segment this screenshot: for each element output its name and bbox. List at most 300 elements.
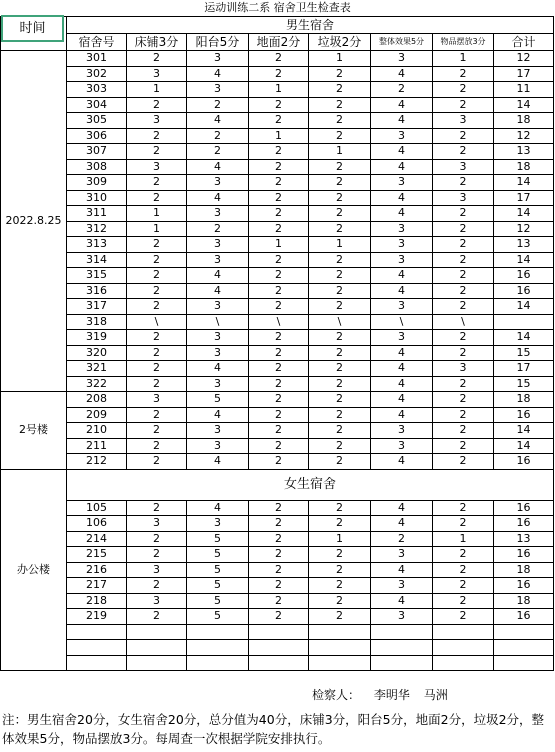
score-cell[interactable]: 1 <box>433 51 494 67</box>
room-number-cell[interactable]: 106 <box>67 516 127 532</box>
score-cell[interactable]: 1 <box>309 144 371 160</box>
score-cell[interactable]: 3 <box>433 113 494 129</box>
score-cell[interactable]: 2 <box>249 392 309 408</box>
room-number-cell[interactable]: 311 <box>67 206 127 222</box>
column-header[interactable]: 垃圾2分 <box>309 34 371 51</box>
score-cell[interactable]: 2 <box>433 66 494 82</box>
score-cell[interactable]: 3 <box>187 330 249 346</box>
score-cell[interactable]: 2 <box>249 609 309 625</box>
score-cell[interactable] <box>187 624 249 640</box>
score-cell[interactable]: 2 <box>249 516 309 532</box>
score-cell[interactable] <box>249 624 309 640</box>
score-cell[interactable] <box>127 655 187 671</box>
score-cell[interactable]: 13 <box>494 531 554 547</box>
column-header[interactable]: 阳台5分 <box>187 34 249 51</box>
score-cell[interactable]: 2 <box>309 159 371 175</box>
room-number-cell[interactable]: 210 <box>67 423 127 439</box>
score-cell[interactable]: 4 <box>371 392 433 408</box>
score-cell[interactable]: 1 <box>433 531 494 547</box>
score-cell[interactable]: 2 <box>433 376 494 392</box>
score-cell[interactable]: 2 <box>309 438 371 454</box>
score-cell[interactable]: 4 <box>371 113 433 129</box>
column-header[interactable]: 床铺3分 <box>127 34 187 51</box>
score-cell[interactable]: 2 <box>433 609 494 625</box>
room-number-cell[interactable]: 315 <box>67 268 127 284</box>
score-cell[interactable]: 2 <box>249 144 309 160</box>
score-cell[interactable]: 3 <box>371 547 433 563</box>
score-cell[interactable]: 3 <box>371 51 433 67</box>
score-cell[interactable]: 2 <box>433 283 494 299</box>
score-cell[interactable]: 2 <box>309 500 371 516</box>
score-cell[interactable]: 2 <box>309 454 371 470</box>
score-cell[interactable]: 4 <box>371 206 433 222</box>
score-cell[interactable]: 2 <box>309 330 371 346</box>
score-cell[interactable]: 2 <box>127 438 187 454</box>
score-cell[interactable]: 3 <box>187 51 249 67</box>
score-cell[interactable]: 1 <box>127 206 187 222</box>
score-cell[interactable]: 2 <box>433 330 494 346</box>
score-cell[interactable]: 2 <box>249 376 309 392</box>
score-cell[interactable]: 16 <box>494 609 554 625</box>
score-cell[interactable]: 17 <box>494 190 554 206</box>
score-cell[interactable]: 2 <box>127 190 187 206</box>
score-cell[interactable]: 3 <box>187 175 249 191</box>
score-cell[interactable]: 2 <box>433 500 494 516</box>
room-number-cell[interactable]: 301 <box>67 51 127 67</box>
column-header[interactable]: 地面2分 <box>249 34 309 51</box>
score-cell[interactable]: 2 <box>309 113 371 129</box>
score-cell[interactable]: 4 <box>187 268 249 284</box>
room-number-cell[interactable]: 312 <box>67 221 127 237</box>
score-cell[interactable]: 3 <box>187 82 249 98</box>
score-cell[interactable]: 4 <box>371 562 433 578</box>
score-cell[interactable] <box>249 640 309 656</box>
score-cell[interactable]: 2 <box>249 159 309 175</box>
score-cell[interactable] <box>371 624 433 640</box>
score-cell[interactable]: 2 <box>249 438 309 454</box>
room-number-cell[interactable]: 212 <box>67 454 127 470</box>
score-cell[interactable]: 2 <box>433 578 494 594</box>
score-cell[interactable]: 2 <box>309 407 371 423</box>
score-cell[interactable]: 5 <box>187 593 249 609</box>
score-cell[interactable]: 3 <box>371 128 433 144</box>
score-cell[interactable]: 2 <box>433 407 494 423</box>
score-cell[interactable]: 2 <box>309 376 371 392</box>
score-cell[interactable]: 1 <box>249 82 309 98</box>
score-cell[interactable]: 2 <box>127 268 187 284</box>
score-cell[interactable]: 2 <box>249 299 309 315</box>
score-cell[interactable]: 2 <box>249 500 309 516</box>
room-number-cell[interactable]: 303 <box>67 82 127 98</box>
score-cell[interactable]: 4 <box>371 66 433 82</box>
score-cell[interactable]: 2 <box>309 299 371 315</box>
score-cell[interactable]: \ <box>187 314 249 330</box>
score-cell[interactable]: 4 <box>371 361 433 377</box>
room-number-cell[interactable]: 319 <box>67 330 127 346</box>
score-cell[interactable]: 2 <box>249 454 309 470</box>
score-cell[interactable]: 2 <box>187 97 249 113</box>
score-cell[interactable]: 1 <box>127 221 187 237</box>
score-cell[interactable]: 1 <box>309 51 371 67</box>
room-number-cell[interactable]: 214 <box>67 531 127 547</box>
room-number-cell[interactable]: 306 <box>67 128 127 144</box>
score-cell[interactable]: 2 <box>433 547 494 563</box>
score-cell[interactable]: 5 <box>187 578 249 594</box>
score-cell[interactable]: 5 <box>187 562 249 578</box>
score-cell[interactable]: 14 <box>494 252 554 268</box>
room-number-cell[interactable]: 307 <box>67 144 127 160</box>
score-cell[interactable] <box>187 640 249 656</box>
score-cell[interactable]: 2 <box>433 516 494 532</box>
score-cell[interactable]: 2 <box>127 175 187 191</box>
score-cell[interactable]: 16 <box>494 407 554 423</box>
room-number-cell[interactable]: 219 <box>67 609 127 625</box>
room-number-cell[interactable]: 321 <box>67 361 127 377</box>
score-cell[interactable]: 16 <box>494 268 554 284</box>
score-cell[interactable]: 2 <box>309 345 371 361</box>
score-cell[interactable]: 2 <box>433 562 494 578</box>
room-number-cell[interactable]: 217 <box>67 578 127 594</box>
score-cell[interactable]: 2 <box>309 190 371 206</box>
score-cell[interactable]: 2 <box>249 330 309 346</box>
score-cell[interactable]: 3 <box>371 423 433 439</box>
score-cell[interactable]: 3 <box>127 516 187 532</box>
score-cell[interactable]: 2 <box>249 66 309 82</box>
score-cell[interactable]: 2 <box>249 407 309 423</box>
room-number-cell[interactable]: 105 <box>67 500 127 516</box>
score-cell[interactable]: 13 <box>494 237 554 253</box>
score-cell[interactable]: 2 <box>249 206 309 222</box>
score-cell[interactable]: 13 <box>494 144 554 160</box>
score-cell[interactable]: 2 <box>127 376 187 392</box>
score-cell[interactable]: 2 <box>249 283 309 299</box>
score-cell[interactable]: 3 <box>127 593 187 609</box>
score-cell[interactable]: 2 <box>371 531 433 547</box>
score-cell[interactable]: 2 <box>309 268 371 284</box>
score-cell[interactable]: 16 <box>494 500 554 516</box>
score-cell[interactable]: 3 <box>127 392 187 408</box>
score-cell[interactable]: \ <box>127 314 187 330</box>
score-cell[interactable]: 2 <box>309 82 371 98</box>
score-cell[interactable]: 3 <box>187 438 249 454</box>
score-cell[interactable]: 15 <box>494 345 554 361</box>
score-cell[interactable]: 4 <box>371 268 433 284</box>
score-cell[interactable]: 15 <box>494 376 554 392</box>
score-cell[interactable]: 12 <box>494 51 554 67</box>
score-cell[interactable]: 4 <box>371 593 433 609</box>
score-cell[interactable]: 4 <box>371 516 433 532</box>
score-cell[interactable]: 2 <box>371 82 433 98</box>
column-header[interactable]: 物品摆放3分 <box>433 34 494 51</box>
score-cell[interactable]: 2 <box>249 252 309 268</box>
score-cell[interactable]: 3 <box>187 345 249 361</box>
room-number-cell[interactable]: 310 <box>67 190 127 206</box>
score-cell[interactable]: 2 <box>249 175 309 191</box>
room-number-cell[interactable]: 208 <box>67 392 127 408</box>
score-cell[interactable]: \ <box>433 314 494 330</box>
score-cell[interactable]: 2 <box>127 531 187 547</box>
group-label[interactable]: 2号楼 <box>1 392 67 470</box>
score-cell[interactable]: 4 <box>371 376 433 392</box>
score-cell[interactable]: 2 <box>433 175 494 191</box>
score-cell[interactable]: 16 <box>494 516 554 532</box>
room-number-cell[interactable]: 316 <box>67 283 127 299</box>
score-cell[interactable]: 11 <box>494 82 554 98</box>
score-cell[interactable]: 2 <box>249 51 309 67</box>
room-number-cell[interactable]: 322 <box>67 376 127 392</box>
score-cell[interactable]: 2 <box>249 578 309 594</box>
score-cell[interactable] <box>371 655 433 671</box>
column-header[interactable]: 合计 <box>494 34 554 51</box>
score-cell[interactable]: 16 <box>494 547 554 563</box>
room-number-cell[interactable]: 302 <box>67 66 127 82</box>
score-cell[interactable]: 4 <box>371 454 433 470</box>
score-cell[interactable]: 2 <box>127 252 187 268</box>
score-cell[interactable]: 2 <box>127 578 187 594</box>
score-cell[interactable] <box>433 655 494 671</box>
score-cell[interactable]: 2 <box>309 128 371 144</box>
score-cell[interactable]: 2 <box>433 237 494 253</box>
score-cell[interactable]: 2 <box>309 593 371 609</box>
score-cell[interactable]: 2 <box>309 175 371 191</box>
score-cell[interactable]: 4 <box>187 66 249 82</box>
score-cell[interactable]: 2 <box>127 144 187 160</box>
score-cell[interactable]: 2 <box>433 206 494 222</box>
score-cell[interactable]: 4 <box>371 97 433 113</box>
score-cell[interactable]: 4 <box>187 113 249 129</box>
score-cell[interactable]: 18 <box>494 159 554 175</box>
score-cell[interactable]: 2 <box>187 221 249 237</box>
score-cell[interactable]: 2 <box>309 97 371 113</box>
score-cell[interactable]: 14 <box>494 438 554 454</box>
score-cell[interactable]: 4 <box>371 500 433 516</box>
room-number-cell[interactable]: 305 <box>67 113 127 129</box>
score-cell[interactable]: 3 <box>433 361 494 377</box>
score-cell[interactable]: 2 <box>309 547 371 563</box>
score-cell[interactable]: 3 <box>187 423 249 439</box>
score-cell[interactable] <box>309 655 371 671</box>
score-cell[interactable]: 2 <box>433 593 494 609</box>
room-number-cell[interactable]: 317 <box>67 299 127 315</box>
score-cell[interactable]: 14 <box>494 97 554 113</box>
score-cell[interactable]: 2 <box>127 454 187 470</box>
score-cell[interactable]: 3 <box>433 159 494 175</box>
group-label[interactable]: 2022.8.25 <box>1 51 67 392</box>
score-cell[interactable] <box>187 655 249 671</box>
score-cell[interactable]: 2 <box>433 252 494 268</box>
score-cell[interactable]: 3 <box>187 237 249 253</box>
score-cell[interactable]: 2 <box>309 361 371 377</box>
score-cell[interactable]: 2 <box>249 531 309 547</box>
score-cell[interactable]: 3 <box>127 66 187 82</box>
room-number-cell[interactable] <box>67 655 127 671</box>
score-cell[interactable]: 4 <box>187 190 249 206</box>
score-cell[interactable]: 2 <box>249 361 309 377</box>
score-cell[interactable]: 3 <box>433 190 494 206</box>
score-cell[interactable]: \ <box>371 314 433 330</box>
score-cell[interactable]: 2 <box>127 97 187 113</box>
score-cell[interactable]: 2 <box>309 221 371 237</box>
room-number-cell[interactable]: 209 <box>67 407 127 423</box>
score-cell[interactable]: 5 <box>187 609 249 625</box>
score-cell[interactable]: 2 <box>249 562 309 578</box>
score-cell[interactable] <box>494 314 554 330</box>
score-cell[interactable]: 2 <box>433 299 494 315</box>
score-cell[interactable]: 2 <box>127 547 187 563</box>
room-number-cell[interactable]: 304 <box>67 97 127 113</box>
score-cell[interactable] <box>249 655 309 671</box>
score-cell[interactable]: 2 <box>127 51 187 67</box>
score-cell[interactable]: 14 <box>494 423 554 439</box>
score-cell[interactable]: 2 <box>127 423 187 439</box>
score-cell[interactable]: 3 <box>127 113 187 129</box>
score-cell[interactable]: 2 <box>309 206 371 222</box>
score-cell[interactable]: 16 <box>494 454 554 470</box>
score-cell[interactable]: 3 <box>187 299 249 315</box>
score-cell[interactable]: 2 <box>127 128 187 144</box>
score-cell[interactable] <box>371 640 433 656</box>
score-cell[interactable]: 3 <box>187 252 249 268</box>
room-number-cell[interactable]: 308 <box>67 159 127 175</box>
score-cell[interactable]: 14 <box>494 330 554 346</box>
male-section-header[interactable]: 男生宿舍 <box>67 17 554 34</box>
score-cell[interactable]: 4 <box>187 407 249 423</box>
score-cell[interactable]: \ <box>309 314 371 330</box>
room-number-cell[interactable]: 314 <box>67 252 127 268</box>
score-cell[interactable]: 4 <box>187 500 249 516</box>
score-cell[interactable]: 4 <box>371 159 433 175</box>
score-cell[interactable]: 4 <box>371 345 433 361</box>
score-cell[interactable]: 2 <box>127 500 187 516</box>
score-cell[interactable]: 16 <box>494 283 554 299</box>
score-cell[interactable]: 4 <box>371 144 433 160</box>
score-cell[interactable] <box>494 655 554 671</box>
score-cell[interactable]: 2 <box>249 423 309 439</box>
score-cell[interactable]: 5 <box>187 547 249 563</box>
score-cell[interactable]: 2 <box>433 268 494 284</box>
score-cell[interactable]: 2 <box>249 97 309 113</box>
score-cell[interactable]: 3 <box>371 237 433 253</box>
score-cell[interactable]: 3 <box>187 206 249 222</box>
score-cell[interactable]: 4 <box>187 283 249 299</box>
score-cell[interactable]: 5 <box>187 531 249 547</box>
group-label[interactable]: 办公楼 <box>1 469 67 671</box>
score-cell[interactable]: 2 <box>249 221 309 237</box>
score-cell[interactable]: 2 <box>433 454 494 470</box>
time-header-cell[interactable]: 时间 <box>1 15 64 42</box>
score-cell[interactable]: 2 <box>127 330 187 346</box>
room-number-cell[interactable]: 309 <box>67 175 127 191</box>
score-cell[interactable]: 2 <box>249 547 309 563</box>
score-cell[interactable]: 3 <box>187 376 249 392</box>
score-cell[interactable]: 2 <box>309 562 371 578</box>
score-cell[interactable]: 2 <box>433 82 494 98</box>
score-cell[interactable] <box>494 640 554 656</box>
score-cell[interactable]: 3 <box>371 175 433 191</box>
score-cell[interactable]: 17 <box>494 66 554 82</box>
score-cell[interactable]: 14 <box>494 175 554 191</box>
room-number-cell[interactable]: 313 <box>67 237 127 253</box>
room-number-cell[interactable]: 215 <box>67 547 127 563</box>
score-cell[interactable]: 1 <box>249 237 309 253</box>
score-cell[interactable]: 2 <box>309 66 371 82</box>
score-cell[interactable]: 2 <box>127 345 187 361</box>
score-cell[interactable]: 2 <box>433 221 494 237</box>
score-cell[interactable]: 4 <box>371 283 433 299</box>
score-cell[interactable]: 5 <box>187 392 249 408</box>
score-cell[interactable]: 12 <box>494 221 554 237</box>
score-cell[interactable]: 3 <box>371 299 433 315</box>
room-number-cell[interactable]: 320 <box>67 345 127 361</box>
score-cell[interactable] <box>127 640 187 656</box>
room-number-cell[interactable]: 318 <box>67 314 127 330</box>
score-cell[interactable] <box>309 640 371 656</box>
score-cell[interactable]: 2 <box>127 283 187 299</box>
score-cell[interactable]: 17 <box>494 361 554 377</box>
score-cell[interactable]: 2 <box>433 144 494 160</box>
score-cell[interactable]: 2 <box>187 128 249 144</box>
score-cell[interactable]: 2 <box>433 423 494 439</box>
score-cell[interactable]: 2 <box>309 423 371 439</box>
score-cell[interactable]: 2 <box>433 97 494 113</box>
room-number-cell[interactable]: 216 <box>67 562 127 578</box>
score-cell[interactable]: 4 <box>371 407 433 423</box>
score-cell[interactable]: 2 <box>127 407 187 423</box>
score-cell[interactable]: 18 <box>494 392 554 408</box>
score-cell[interactable] <box>309 624 371 640</box>
score-cell[interactable]: 2 <box>309 392 371 408</box>
score-cell[interactable]: \ <box>249 314 309 330</box>
score-cell[interactable] <box>433 624 494 640</box>
room-number-cell[interactable]: 218 <box>67 593 127 609</box>
score-cell[interactable]: 3 <box>127 562 187 578</box>
score-cell[interactable]: 2 <box>249 113 309 129</box>
score-cell[interactable]: 2 <box>309 578 371 594</box>
score-cell[interactable]: 12 <box>494 128 554 144</box>
score-cell[interactable]: 2 <box>309 283 371 299</box>
score-cell[interactable]: 2 <box>127 237 187 253</box>
score-cell[interactable]: 1 <box>309 237 371 253</box>
score-cell[interactable]: 3 <box>187 516 249 532</box>
score-cell[interactable]: 1 <box>309 531 371 547</box>
score-cell[interactable]: 14 <box>494 299 554 315</box>
score-cell[interactable]: 2 <box>309 252 371 268</box>
score-cell[interactable]: 3 <box>371 330 433 346</box>
female-section-header[interactable]: 女生宿舍 <box>67 469 554 500</box>
score-cell[interactable]: 18 <box>494 593 554 609</box>
score-cell[interactable]: 16 <box>494 578 554 594</box>
score-cell[interactable]: 2 <box>433 392 494 408</box>
score-cell[interactable]: 14 <box>494 206 554 222</box>
score-cell[interactable]: 2 <box>433 128 494 144</box>
score-cell[interactable]: 4 <box>187 159 249 175</box>
score-cell[interactable]: 4 <box>187 454 249 470</box>
score-cell[interactable] <box>494 624 554 640</box>
score-cell[interactable]: 3 <box>127 159 187 175</box>
room-number-cell[interactable]: 211 <box>67 438 127 454</box>
score-cell[interactable]: 2 <box>249 190 309 206</box>
score-cell[interactable]: 2 <box>127 299 187 315</box>
score-cell[interactable]: 1 <box>249 128 309 144</box>
score-cell[interactable]: 2 <box>249 268 309 284</box>
score-cell[interactable]: 2 <box>127 361 187 377</box>
score-cell[interactable]: 3 <box>371 221 433 237</box>
score-cell[interactable]: 3 <box>371 438 433 454</box>
column-header[interactable]: 宿舍号 <box>67 34 127 51</box>
room-number-cell[interactable] <box>67 624 127 640</box>
score-cell[interactable]: 2 <box>309 516 371 532</box>
score-cell[interactable]: 4 <box>187 361 249 377</box>
